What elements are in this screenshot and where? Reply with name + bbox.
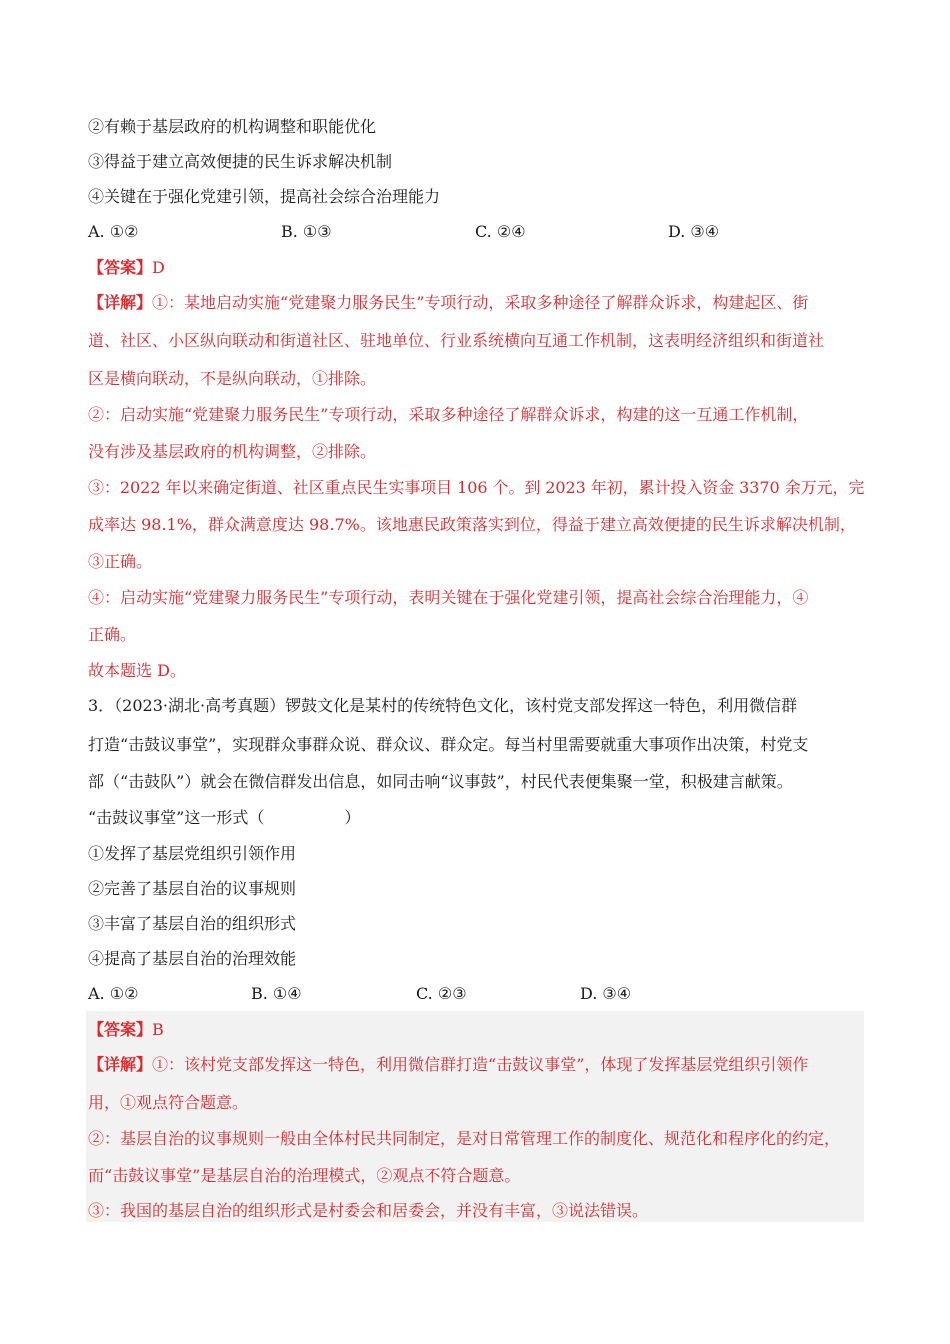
q3-option-a: A. ①② xyxy=(88,984,139,1003)
q2-statement-4: ④关键在于强化党建引领，提高社会综合治理能力 xyxy=(88,187,441,206)
q2-answer-label: 【答案】 xyxy=(88,258,153,277)
q3-detail-line xyxy=(88,1054,808,1076)
q3-stem-line: 打造“击鼓议事堂”，实现群众事群众说、群众议、群众定。每当村里需要就重大事项作出决策，村党支 xyxy=(88,735,809,754)
q2-option-d: D. ③④ xyxy=(668,222,720,241)
q2-statement-3: ③得益于建立高效便捷的民生诉求解决机制 xyxy=(88,152,393,171)
q3-stem-line: 部（“击鼓队”）就会在微信群发出信息，如同击响“议事鼓”，村民代表便集聚一堂，积极建言献策。 xyxy=(88,772,793,791)
q3-detail-line: ②：基层自治的议事规则一般由全体村民共同制定，是对日常管理工作的制度化、规范化和程序化的约定， xyxy=(88,1129,841,1148)
q2-answer-value: D xyxy=(152,258,165,277)
q2-answer xyxy=(88,257,165,279)
q2-statement-2: ②有赖于基层政府的机构调整和职能优化 xyxy=(88,117,377,136)
q2-detail-line: ②：启动实施“党建聚力服务民生”专项行动，采取多种途径了解群众诉求，构建的这一互通工作机制， xyxy=(88,405,809,424)
q2-detail-line: 正确。 xyxy=(88,625,137,644)
q3-statement-2: ②完善了基层自治的议事规则 xyxy=(88,879,297,898)
q3-answer xyxy=(88,1019,164,1041)
q2-detail-line xyxy=(88,292,808,314)
q2-option-b: B. ①③ xyxy=(281,222,332,241)
q3-option-b: B. ①④ xyxy=(251,984,302,1003)
q3-answer-shade xyxy=(86,1011,864,1222)
q2-detail-line: ④：启动实施“党建聚力服务民生”专项行动，表明关键在于强化党建引领，提高社会综合治理能力，④ xyxy=(88,588,809,607)
q2-detail-line: ③：2022 年以来确定街道、社区重点民生实事项目 106 个。到 2023 年初，累计投入资金 3370 余万元，完 xyxy=(88,478,865,497)
q3-detail-line: ③：我国的基层自治的组织形式是村委会和居委会，并没有丰富，③说法错误。 xyxy=(88,1201,649,1220)
q2-detail-line: ③正确。 xyxy=(88,552,153,571)
q3-detail-line: 而“击鼓议事堂”是基层自治的治理模式，②观点不符合题意。 xyxy=(88,1166,521,1185)
q3-stem-line: 3．（2023·湖北·高考真题）锣鼓文化是某村的传统特色文化，该村党支部发挥这一特色，利用微信群 xyxy=(88,696,798,715)
q3-detail-label: 【详解】 xyxy=(88,1055,153,1074)
q3-answer-label: 【答案】 xyxy=(88,1020,153,1039)
q2-detail-label: 【详解】 xyxy=(88,293,153,312)
q2-conclusion: 故本题选 D。 xyxy=(88,661,186,680)
q2-detail-line: 成率达 98.1%，群众满意度达 98.7%。该地惠民政策落实到位，得益于建立高效便捷的民生诉求解决机制， xyxy=(88,515,856,534)
q3-option-c: C. ②③ xyxy=(416,984,467,1003)
q3-question-prompt: “击鼓议事堂”这一形式（ ） xyxy=(88,808,361,827)
q2-option-c: C. ②④ xyxy=(475,222,526,241)
q3-statement-3: ③丰富了基层自治的组织形式 xyxy=(88,914,297,933)
q2-detail-line: 没有涉及基层政府的机构调整，②排除。 xyxy=(88,442,377,461)
q3-answer-value: B xyxy=(152,1020,164,1039)
q3-detail-text: ①：该村党支部发挥这一特色，利用微信群打造“击鼓议事堂”，体现了发挥基层党组织引领作 xyxy=(152,1055,809,1074)
q3-option-d: D. ③④ xyxy=(580,984,632,1003)
q2-detail-line: 区是横向联动，不是纵向联动，①排除。 xyxy=(88,369,377,388)
q2-detail-text: ①：某地启动实施“党建聚力服务民生”专项行动，采取多种途径了解群众诉求，构建起区、街 xyxy=(152,293,809,312)
q3-detail-line: 用，①观点符合题意。 xyxy=(88,1093,249,1112)
q3-statement-4: ④提高了基层自治的治理效能 xyxy=(88,949,297,968)
q2-detail-line: 道、社区、小区纵向联动和街道社区、驻地单位、行业系统横向互通工作机制，这表明经济组织和街道社 xyxy=(88,331,825,350)
q3-statement-1: ①发挥了基层党组织引领作用 xyxy=(88,844,297,863)
q2-option-a: A. ①② xyxy=(88,222,139,241)
